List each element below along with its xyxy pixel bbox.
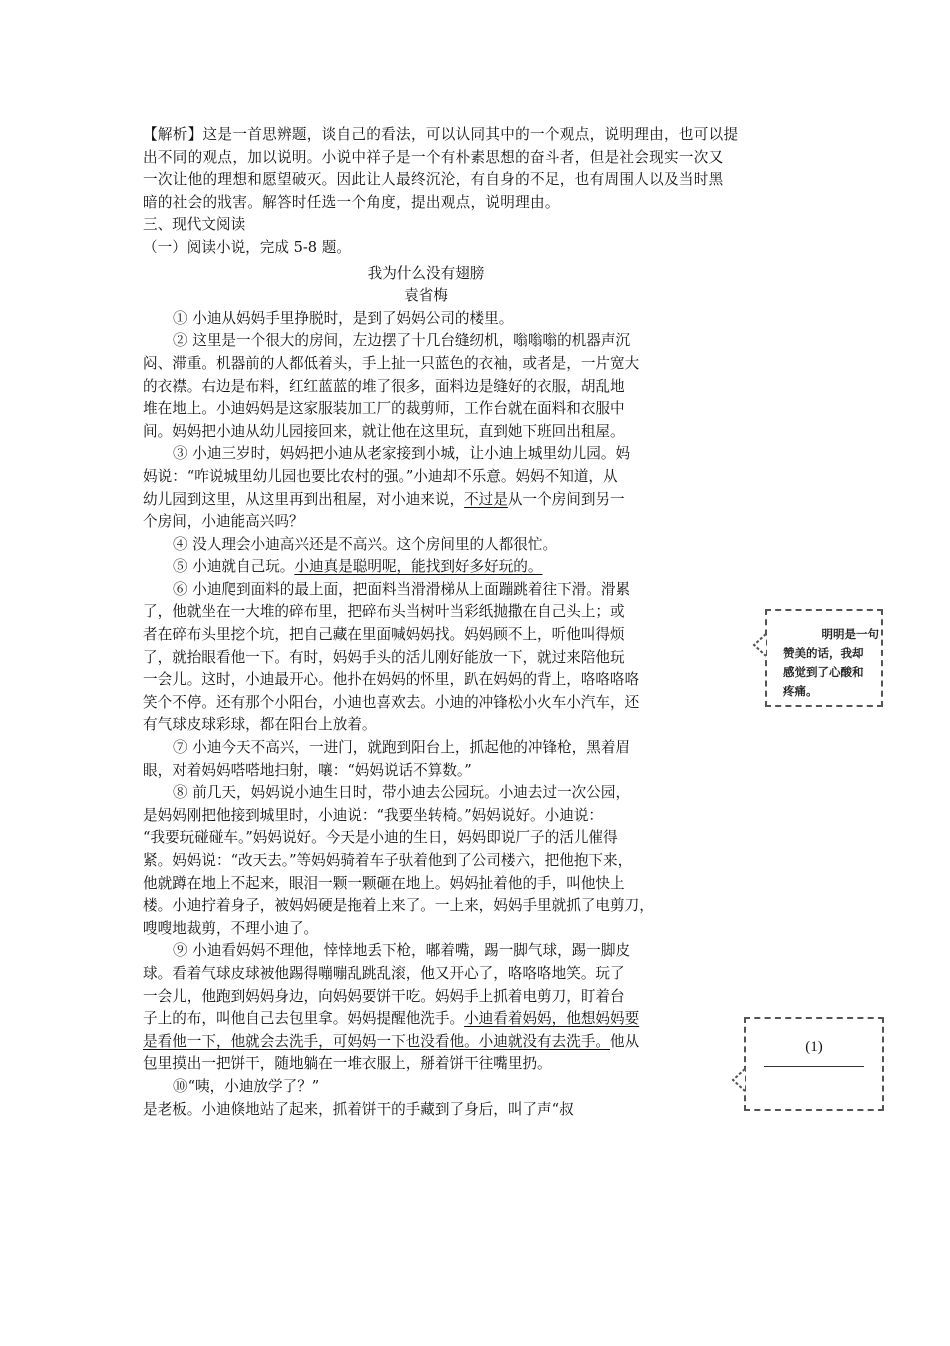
text-line: 【解析】这是一首思辨题，谈自己的看法，可以认同其中的一个观点，说明理由，也可以提 bbox=[143, 126, 739, 143]
text-line: 出不同的观点，加以说明。小说中祥子是一个有朴素思想的奋斗者，但是社会现实一次又 bbox=[143, 148, 724, 166]
margin-note-text bbox=[783, 625, 879, 701]
paragraph-4: ④ 没人理会小迪高兴还是不高兴。这个房间里的人都很忙。 bbox=[173, 535, 558, 553]
main-text bbox=[143, 124, 739, 1121]
paragraph-9 bbox=[143, 940, 709, 1076]
text-line bbox=[143, 489, 709, 512]
note-line: 疼痛。 bbox=[783, 684, 818, 698]
text-line: 个房间，小迪能高兴吗？ bbox=[143, 513, 304, 531]
text-line: 楼。小迪拧着身子，被妈妈硬是拖着上来了。一上来，妈妈手里就抓了电剪刀， bbox=[143, 897, 654, 915]
text-line: ② 这里是一个很大的房间，左边摆了十几台缝纫机，嗡嗡嗡的机器声沉 bbox=[173, 332, 631, 350]
answer-blank-box bbox=[744, 1017, 884, 1111]
text-line bbox=[143, 1008, 709, 1031]
text-line: “我要玩碰碰车。”妈妈说好。今天是小迪的生日，妈妈即说厂子的活儿催得 bbox=[143, 829, 618, 847]
text-line: 球。看着气球皮球被他踢得嘣嘣乱跳乱滚，他又开心了，咯咯咯地笑。玩了 bbox=[143, 964, 625, 982]
text-line: 眼，对着妈妈嗒嗒地扫射，嚷：“妈妈说话不算数。” bbox=[143, 761, 472, 779]
text-line: 间。妈妈把小迪从幼儿园接回来，就让他在这里玩，直到她下班回出租屋。 bbox=[143, 422, 625, 440]
text-line: ⑦ 小迪今天不高兴，一进门，就跑到阳台上，抓起他的冲锋枪，黑着眉 bbox=[173, 739, 631, 757]
paragraph-10: ⑩“咦，小迪放学了？” bbox=[173, 1077, 320, 1095]
callout-pointer-icon bbox=[731, 1067, 747, 1093]
story-title: 我为什么没有翅膀 bbox=[367, 264, 485, 282]
text-line: 紧。妈妈说：“改天去。”等妈妈骑着车子驮着他到了公司楼六，把他抱下来， bbox=[143, 852, 633, 869]
answer-line bbox=[764, 1066, 864, 1067]
text-line: ⑧ 前几天，妈妈说小迪生日时，带小迪去公园玩。小迪去过一次公园， bbox=[173, 784, 631, 802]
text-line: 一次让他的理想和愿望破灭。因此让人最终沉沦，有自身的不足，也有周围人以及当时黑 bbox=[143, 171, 724, 189]
paragraph-1: ① 小迪从妈妈手里挣脱时，是到了妈妈公司的楼里。 bbox=[173, 309, 514, 327]
paragraph-7 bbox=[143, 737, 709, 782]
text-span: 他从 bbox=[610, 1032, 640, 1050]
text-line bbox=[143, 1031, 709, 1054]
underlined-sentence: 是看他一下，他就会去洗手，可妈妈一下也没看他。小迪就没有去洗手。 bbox=[143, 1032, 611, 1050]
text-line: 者在碎布头里挖个坑，把自己藏在里面喊妈妈找。妈妈顾不上，听他叫得烦 bbox=[143, 626, 625, 644]
text-span: ⑤ 小迪就自己玩。 bbox=[173, 558, 295, 576]
text-line: 了，他就坐在一大堆的碎布里，把碎布头当树叶当彩纸抛撒在自己头上；或 bbox=[143, 603, 625, 621]
text-line: 妈说：“咋说城里幼儿园也要比农村的强。”小迪却不乐意。妈妈不知道，从 bbox=[143, 467, 618, 485]
text-span: 从一个房间到另一 bbox=[507, 490, 625, 508]
text-line: 有气球皮球彩球，都在阳台上放着。 bbox=[143, 716, 377, 734]
story-author: 袁省梅 bbox=[404, 287, 448, 305]
paragraph-8 bbox=[143, 782, 709, 940]
text-line: 是妈妈刚把他接到城里时，小迪说：“我要坐转椅。”妈妈说好。小迪说： bbox=[143, 806, 604, 824]
paragraph-2 bbox=[143, 330, 709, 443]
sub-heading: （一）阅读小说，完成 5-8 题。 bbox=[143, 238, 351, 256]
margin-note-box bbox=[765, 609, 883, 707]
text-line: 堆在地上。小迪妈妈是这家服装加工厂的裁剪师，工作台就在面料和衣服中 bbox=[143, 400, 625, 418]
underlined-sentence: 小迪看着妈妈，他想妈妈要 bbox=[464, 1010, 640, 1028]
analysis-paragraph bbox=[143, 124, 739, 214]
text-line: 一会儿，他跑到妈妈身边，向妈妈要饼干吃。妈妈手上抓着电剪刀，盯着台 bbox=[143, 987, 625, 1005]
text-line: ⑥ 小迪爬到面料的最上面，把面料当滑滑梯从上面蹦跳着往下滑。滑累 bbox=[173, 580, 631, 598]
paragraph-5 bbox=[143, 556, 709, 579]
text-line: 笑个不停。还有那个小阳台，小迪也喜欢去。小迪的冲锋松小火车小汽车，还 bbox=[143, 693, 640, 711]
note-line: 赞美的话，我却 bbox=[783, 646, 864, 660]
callout-pointer-icon bbox=[752, 632, 768, 658]
text-line: 暗的社会的戕害。解答时任选一个角度，提出观点，说明理由。 bbox=[143, 193, 560, 211]
text-span: 子上的布，叫他自己去包里拿。妈妈提醒他洗手。 bbox=[143, 1010, 465, 1028]
text-line: 包里摸出一把饼干，随地躺在一堆衣服上，掰着饼干往嘴里扔。 bbox=[143, 1055, 552, 1073]
note-line: 明明是一句 bbox=[821, 627, 879, 641]
text-line: ③ 小迪三岁时，妈妈把小迪从老家接到小城，让小迪上城里幼儿园。妈 bbox=[173, 445, 631, 463]
text-line: 他就蹲在地上不起来，眼泪一颗一颗砸在地上。妈妈扯着他的手，叫他快上 bbox=[143, 874, 625, 892]
underlined-phrase: 不过是 bbox=[464, 490, 508, 508]
text-line: 闷、滞重。机器前的人都低着头，手上扯一只蓝色的衣袖，或者是，一片宽大 bbox=[143, 354, 640, 372]
text-span: 幼儿园到这里，从这里再到出租屋，对小迪来说， bbox=[143, 490, 465, 508]
section-heading: 三、现代文阅读 bbox=[143, 216, 246, 234]
paragraph-11: 是老板。小迪倏地站了起来，抓着饼干的手藏到了身后，叫了声“叔 bbox=[143, 1100, 574, 1118]
text-line: ⑨ 小迪看妈妈不理他，悻悻地丢下枪，嘟着嘴，踢一脚气球，踢一脚皮 bbox=[173, 942, 631, 960]
text-line: 嗖嗖地裁剪，不理小迪了。 bbox=[143, 919, 319, 937]
paragraph-3 bbox=[143, 443, 709, 533]
text-line: 的衣襟。右边是布料，红红蓝蓝的堆了很多，面料边是缝好的衣服，胡乱地 bbox=[143, 377, 625, 395]
text-line: 一会儿。这时，小迪最开心。他扑在妈妈的怀里，趴在妈妈的背上，咯咯咯咯 bbox=[143, 671, 640, 689]
underlined-sentence: 小迪真是聪明呢，能找到好多好玩的。 bbox=[294, 558, 543, 576]
paragraph-6 bbox=[143, 579, 709, 737]
blank-number: (1) bbox=[805, 1039, 823, 1055]
note-line: 感觉到了心酸和 bbox=[783, 665, 864, 679]
text-line: 了，就抬眼看他一下。有时，妈妈手头的活儿刚好能放一下，就过来陪他玩 bbox=[143, 648, 625, 666]
